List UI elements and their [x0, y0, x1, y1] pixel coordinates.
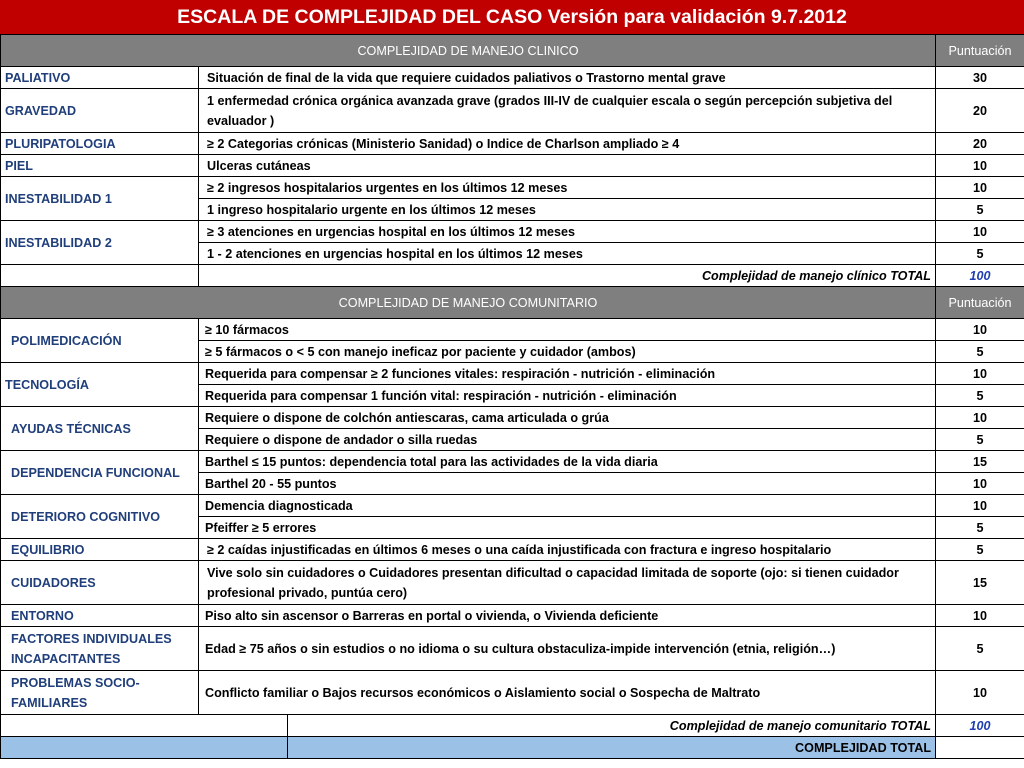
criterion-text: Situación de final de la vida que requiere cuidados paliativos o Trastorno mental grave	[199, 67, 936, 89]
criterion-text: Demencia diagnosticada	[199, 495, 936, 517]
table-row	[1, 605, 1024, 627]
points-cell: 10	[936, 319, 1024, 341]
category-cell: PROBLEMAS SOCIO-FAMILIARES	[1, 671, 199, 715]
section-title: COMPLEJIDAD DE MANEJO CLINICO	[1, 35, 936, 67]
criterion-text: ≥ 10 fármacos	[199, 319, 936, 341]
criterion-text: Requerida para compensar ≥ 2 funciones vitales: respiración - nutrición - eliminación	[199, 363, 936, 385]
criterion-text: Conflicto familiar o Bajos recursos económicos o Aislamiento social o Sospecha de Maltrato	[199, 671, 936, 715]
category-cell: ENTORNO	[1, 605, 199, 627]
points-cell: 10	[936, 671, 1024, 715]
criterion-text: Vive solo sin cuidadores o Cuidadores presentan dificultad o capacidad limitada de soporte (ojo: si tienen cuidador profesional privado, puntúa cero)	[199, 561, 936, 605]
category-cell: PALIATIVO	[1, 67, 199, 89]
grand-total-label: COMPLEJIDAD TOTAL	[288, 737, 936, 759]
criterion-text: Pfeiffer ≥ 5 errores	[199, 517, 936, 539]
section-title: COMPLEJIDAD DE MANEJO COMUNITARIO	[1, 287, 936, 319]
criterion-text: Requiere o dispone de colchón antiescaras, cama articulada o grúa	[199, 407, 936, 429]
table-row	[1, 539, 1024, 561]
total-value: 100	[936, 265, 1024, 287]
category-cell: GRAVEDAD	[1, 89, 199, 133]
complexity-scale-table	[0, 34, 1024, 759]
criterion-text: Edad ≥ 75 años o sin estudios o no idioma o su cultura obstaculiza-impide intervención (etnia, religión…)	[199, 627, 936, 671]
category-cell: POLIMEDICACIÓN	[1, 319, 199, 363]
criterion-text: ≥ 2 ingresos hospitalarios urgentes en los últimos 12 meses	[199, 177, 936, 199]
total-value: 100	[936, 715, 1024, 737]
points-cell: 20	[936, 89, 1024, 133]
points-cell: 5	[936, 627, 1024, 671]
blank-cell	[1, 265, 199, 287]
points-cell: 10	[936, 363, 1024, 385]
points-cell: 10	[936, 473, 1024, 495]
category-cell: FACTORES INDIVIDUALES INCAPACITANTES	[1, 627, 199, 671]
criterion-text: ≥ 3 atenciones en urgencias hospital en los últimos 12 meses	[199, 221, 936, 243]
table-row	[1, 561, 1024, 605]
points-cell: 5	[936, 429, 1024, 451]
category-cell: DETERIORO COGNITIVO	[1, 495, 199, 539]
criterion-text: ≥ 5 fármacos o < 5 con manejo ineficaz por paciente y cuidador (ambos)	[199, 341, 936, 363]
page-title: ESCALA DE COMPLEJIDAD DEL CASO Versión para validación 9.7.2012	[0, 0, 1024, 34]
criterion-text: ≥ 2 caídas injustificadas en últimos 6 meses o una caída injustificada con fractura e ingreso hospitalario	[199, 539, 936, 561]
table-row	[1, 89, 1024, 133]
criterion-text: Piso alto sin ascensor o Barreras en portal o vivienda, o Vivienda deficiente	[199, 605, 936, 627]
table-row	[1, 363, 1024, 385]
clinico-section-header	[1, 35, 1024, 67]
blank-cell	[1, 737, 288, 759]
points-cell: 15	[936, 561, 1024, 605]
table-row	[1, 319, 1024, 341]
points-cell: 10	[936, 177, 1024, 199]
category-cell: EQUILIBRIO	[1, 539, 199, 561]
category-cell: PIEL	[1, 155, 199, 177]
table-row	[1, 495, 1024, 517]
category-cell: DEPENDENCIA FUNCIONAL	[1, 451, 199, 495]
total-label: Complejidad de manejo clínico TOTAL	[199, 265, 936, 287]
criterion-text: 1 ingreso hospitalario urgente en los últimos 12 meses	[199, 199, 936, 221]
points-cell: 30	[936, 67, 1024, 89]
table-row	[1, 67, 1024, 89]
blank-cell	[1, 715, 288, 737]
table-row	[1, 221, 1024, 243]
comunitario-section-header	[1, 287, 1024, 319]
points-cell: 10	[936, 605, 1024, 627]
grand-total-value	[936, 737, 1024, 759]
category-cell: AYUDAS TÉCNICAS	[1, 407, 199, 451]
points-cell: 15	[936, 451, 1024, 473]
table-row	[1, 177, 1024, 199]
table-row	[1, 133, 1024, 155]
criterion-text: Barthel 20 - 55 puntos	[199, 473, 936, 495]
criterion-text: Ulceras cutáneas	[199, 155, 936, 177]
points-cell: 5	[936, 243, 1024, 265]
comunitario-total-row	[1, 715, 1024, 737]
criterion-text: Barthel ≤ 15 puntos: dependencia total para las actividades de la vida diaria	[199, 451, 936, 473]
points-cell: 10	[936, 495, 1024, 517]
category-cell: PLURIPATOLOGIA	[1, 133, 199, 155]
points-cell: 10	[936, 221, 1024, 243]
points-cell: 5	[936, 517, 1024, 539]
table-row	[1, 627, 1024, 671]
points-cell: 5	[936, 539, 1024, 561]
score-column-header: Puntuación	[936, 35, 1024, 67]
points-cell: 5	[936, 385, 1024, 407]
category-cell: CUIDADORES	[1, 561, 199, 605]
criterion-text: ≥ 2 Categorias crónicas (Ministerio Sanidad) o Indice de Charlson ampliado ≥ 4	[199, 133, 936, 155]
criterion-text: 1 enfermedad crónica orgánica avanzada grave (grados III-IV de cualquier escala o según percepción subjetiva del evaluador )	[199, 89, 936, 133]
criterion-text: Requerida para compensar 1 función vital: respiración - nutrición - eliminación	[199, 385, 936, 407]
points-cell: 5	[936, 341, 1024, 363]
table-row	[1, 451, 1024, 473]
criterion-text: Requiere o dispone de andador o silla ruedas	[199, 429, 936, 451]
score-column-header: Puntuación	[936, 287, 1024, 319]
category-cell: INESTABILIDAD 2	[1, 221, 199, 265]
total-label: Complejidad de manejo comunitario TOTAL	[288, 715, 936, 737]
table-row	[1, 407, 1024, 429]
criterion-text: 1 - 2 atenciones en urgencias hospital en los últimos 12 meses	[199, 243, 936, 265]
points-cell: 10	[936, 407, 1024, 429]
table-row	[1, 671, 1024, 715]
table-row	[1, 155, 1024, 177]
grand-total-row	[1, 737, 1024, 759]
points-cell: 5	[936, 199, 1024, 221]
points-cell: 10	[936, 155, 1024, 177]
clinico-total-row	[1, 265, 1024, 287]
category-cell: INESTABILIDAD 1	[1, 177, 199, 221]
points-cell: 20	[936, 133, 1024, 155]
category-cell: TECNOLOGÍA	[1, 363, 199, 407]
